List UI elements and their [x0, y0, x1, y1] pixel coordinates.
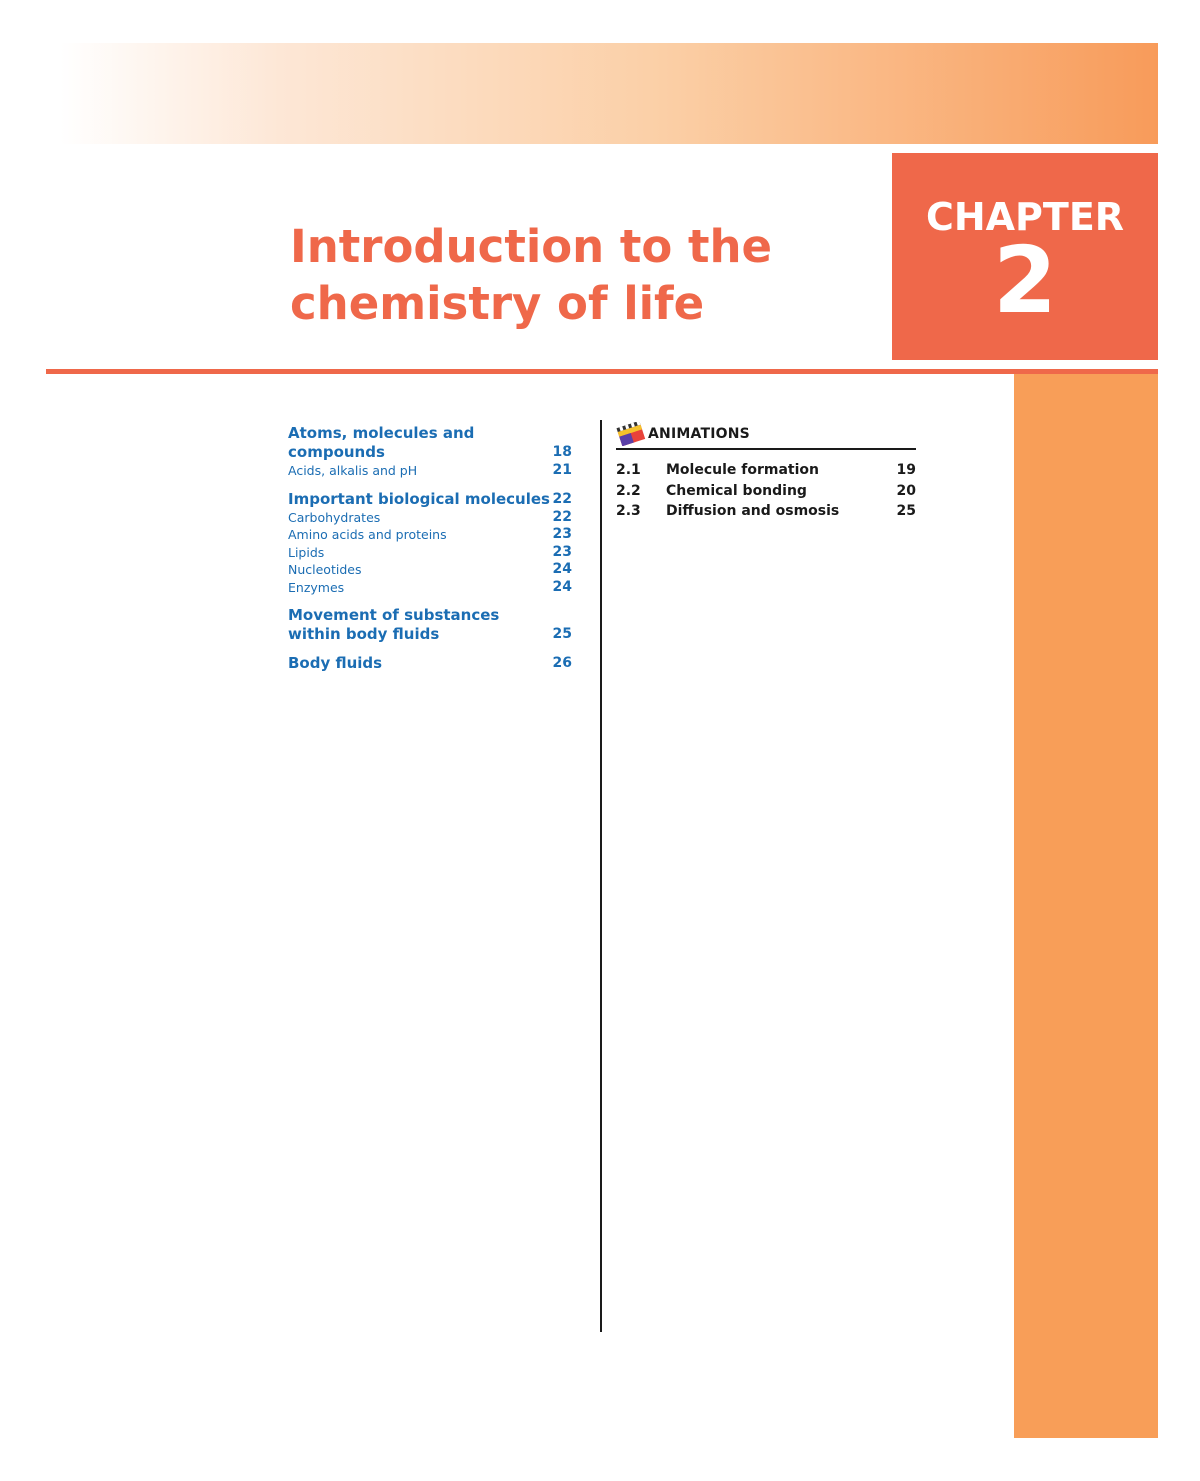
toc-page-number: 24	[552, 561, 572, 577]
toc-subitem-label: Lipids	[288, 544, 325, 560]
toc-heading[interactable]: compounds	[288, 443, 385, 461]
toc-subitem-label: Carbohydrates	[288, 509, 381, 525]
animations-panel	[616, 422, 916, 522]
toc-page-number: 18	[552, 444, 572, 460]
animation-page: 20	[896, 482, 916, 499]
toc-subitem[interactable]	[288, 462, 572, 480]
toc-section	[288, 654, 572, 673]
chapter-title-line-1: Introduction to the	[290, 220, 773, 273]
animations-header	[616, 422, 916, 450]
toc-subitem-label: Acids, alkalis and pH	[288, 463, 418, 478]
toc-subitem-label: Amino acids and proteins	[288, 527, 447, 542]
title-rule	[46, 369, 1158, 374]
animation-number: 2.2	[616, 482, 641, 499]
toc-subitem-label: Enzymes	[288, 579, 345, 595]
toc-page-number: 25	[552, 626, 572, 642]
animations-title: ANIMATIONS	[648, 426, 750, 442]
toc-section	[288, 490, 572, 597]
toc-section	[288, 606, 572, 644]
toc-heading[interactable]: Atoms, molecules and	[288, 424, 475, 442]
toc-page-number: 22	[552, 490, 572, 507]
toc-heading[interactable]: Important biological molecules	[288, 489, 550, 508]
animation-item[interactable]	[616, 501, 916, 522]
toc-page-number: 21	[552, 462, 572, 478]
toc-page-number: 23	[552, 543, 572, 560]
animation-number: 2.1	[616, 462, 641, 478]
chapter-badge	[892, 153, 1158, 360]
header-gradient-band	[60, 43, 1158, 144]
column-divider	[600, 420, 602, 1332]
toc-page-number: 26	[552, 655, 572, 671]
chapter-title	[290, 218, 870, 332]
toc-section	[288, 424, 572, 480]
chapter-number: 2	[992, 227, 1057, 334]
film-clapper-icon	[616, 422, 646, 446]
toc-page-number: 22	[552, 508, 572, 525]
toc-subitem[interactable]	[288, 579, 572, 597]
chapter-label: CHAPTER	[925, 195, 1125, 239]
animation-item[interactable]	[616, 481, 916, 502]
toc-page-number: 23	[552, 526, 572, 542]
animation-item[interactable]	[616, 460, 916, 481]
chapter-title-line-2: chemistry of life	[290, 277, 705, 330]
animation-label: Chemical bonding	[666, 482, 807, 499]
animation-page: 25	[896, 503, 916, 519]
toc-heading[interactable]: Movement of substances	[288, 606, 500, 624]
toc-subitem-label: Nucleotides	[288, 562, 362, 577]
toc-subitem[interactable]	[288, 509, 572, 527]
toc-heading[interactable]: Body fluids	[288, 654, 383, 672]
toc-subitem[interactable]	[288, 526, 572, 544]
animation-page: 19	[896, 462, 916, 478]
animation-label: Molecule formation	[666, 462, 820, 478]
toc-page-number: 24	[552, 578, 572, 595]
toc-subitem[interactable]	[288, 561, 572, 579]
side-color-bar	[1014, 374, 1158, 1438]
animation-label: Diffusion and osmosis	[666, 503, 840, 519]
animation-number: 2.3	[616, 503, 641, 519]
toc-heading[interactable]: within body fluids	[288, 625, 440, 643]
chapter-contents	[288, 424, 572, 683]
toc-subitem[interactable]	[288, 544, 572, 562]
